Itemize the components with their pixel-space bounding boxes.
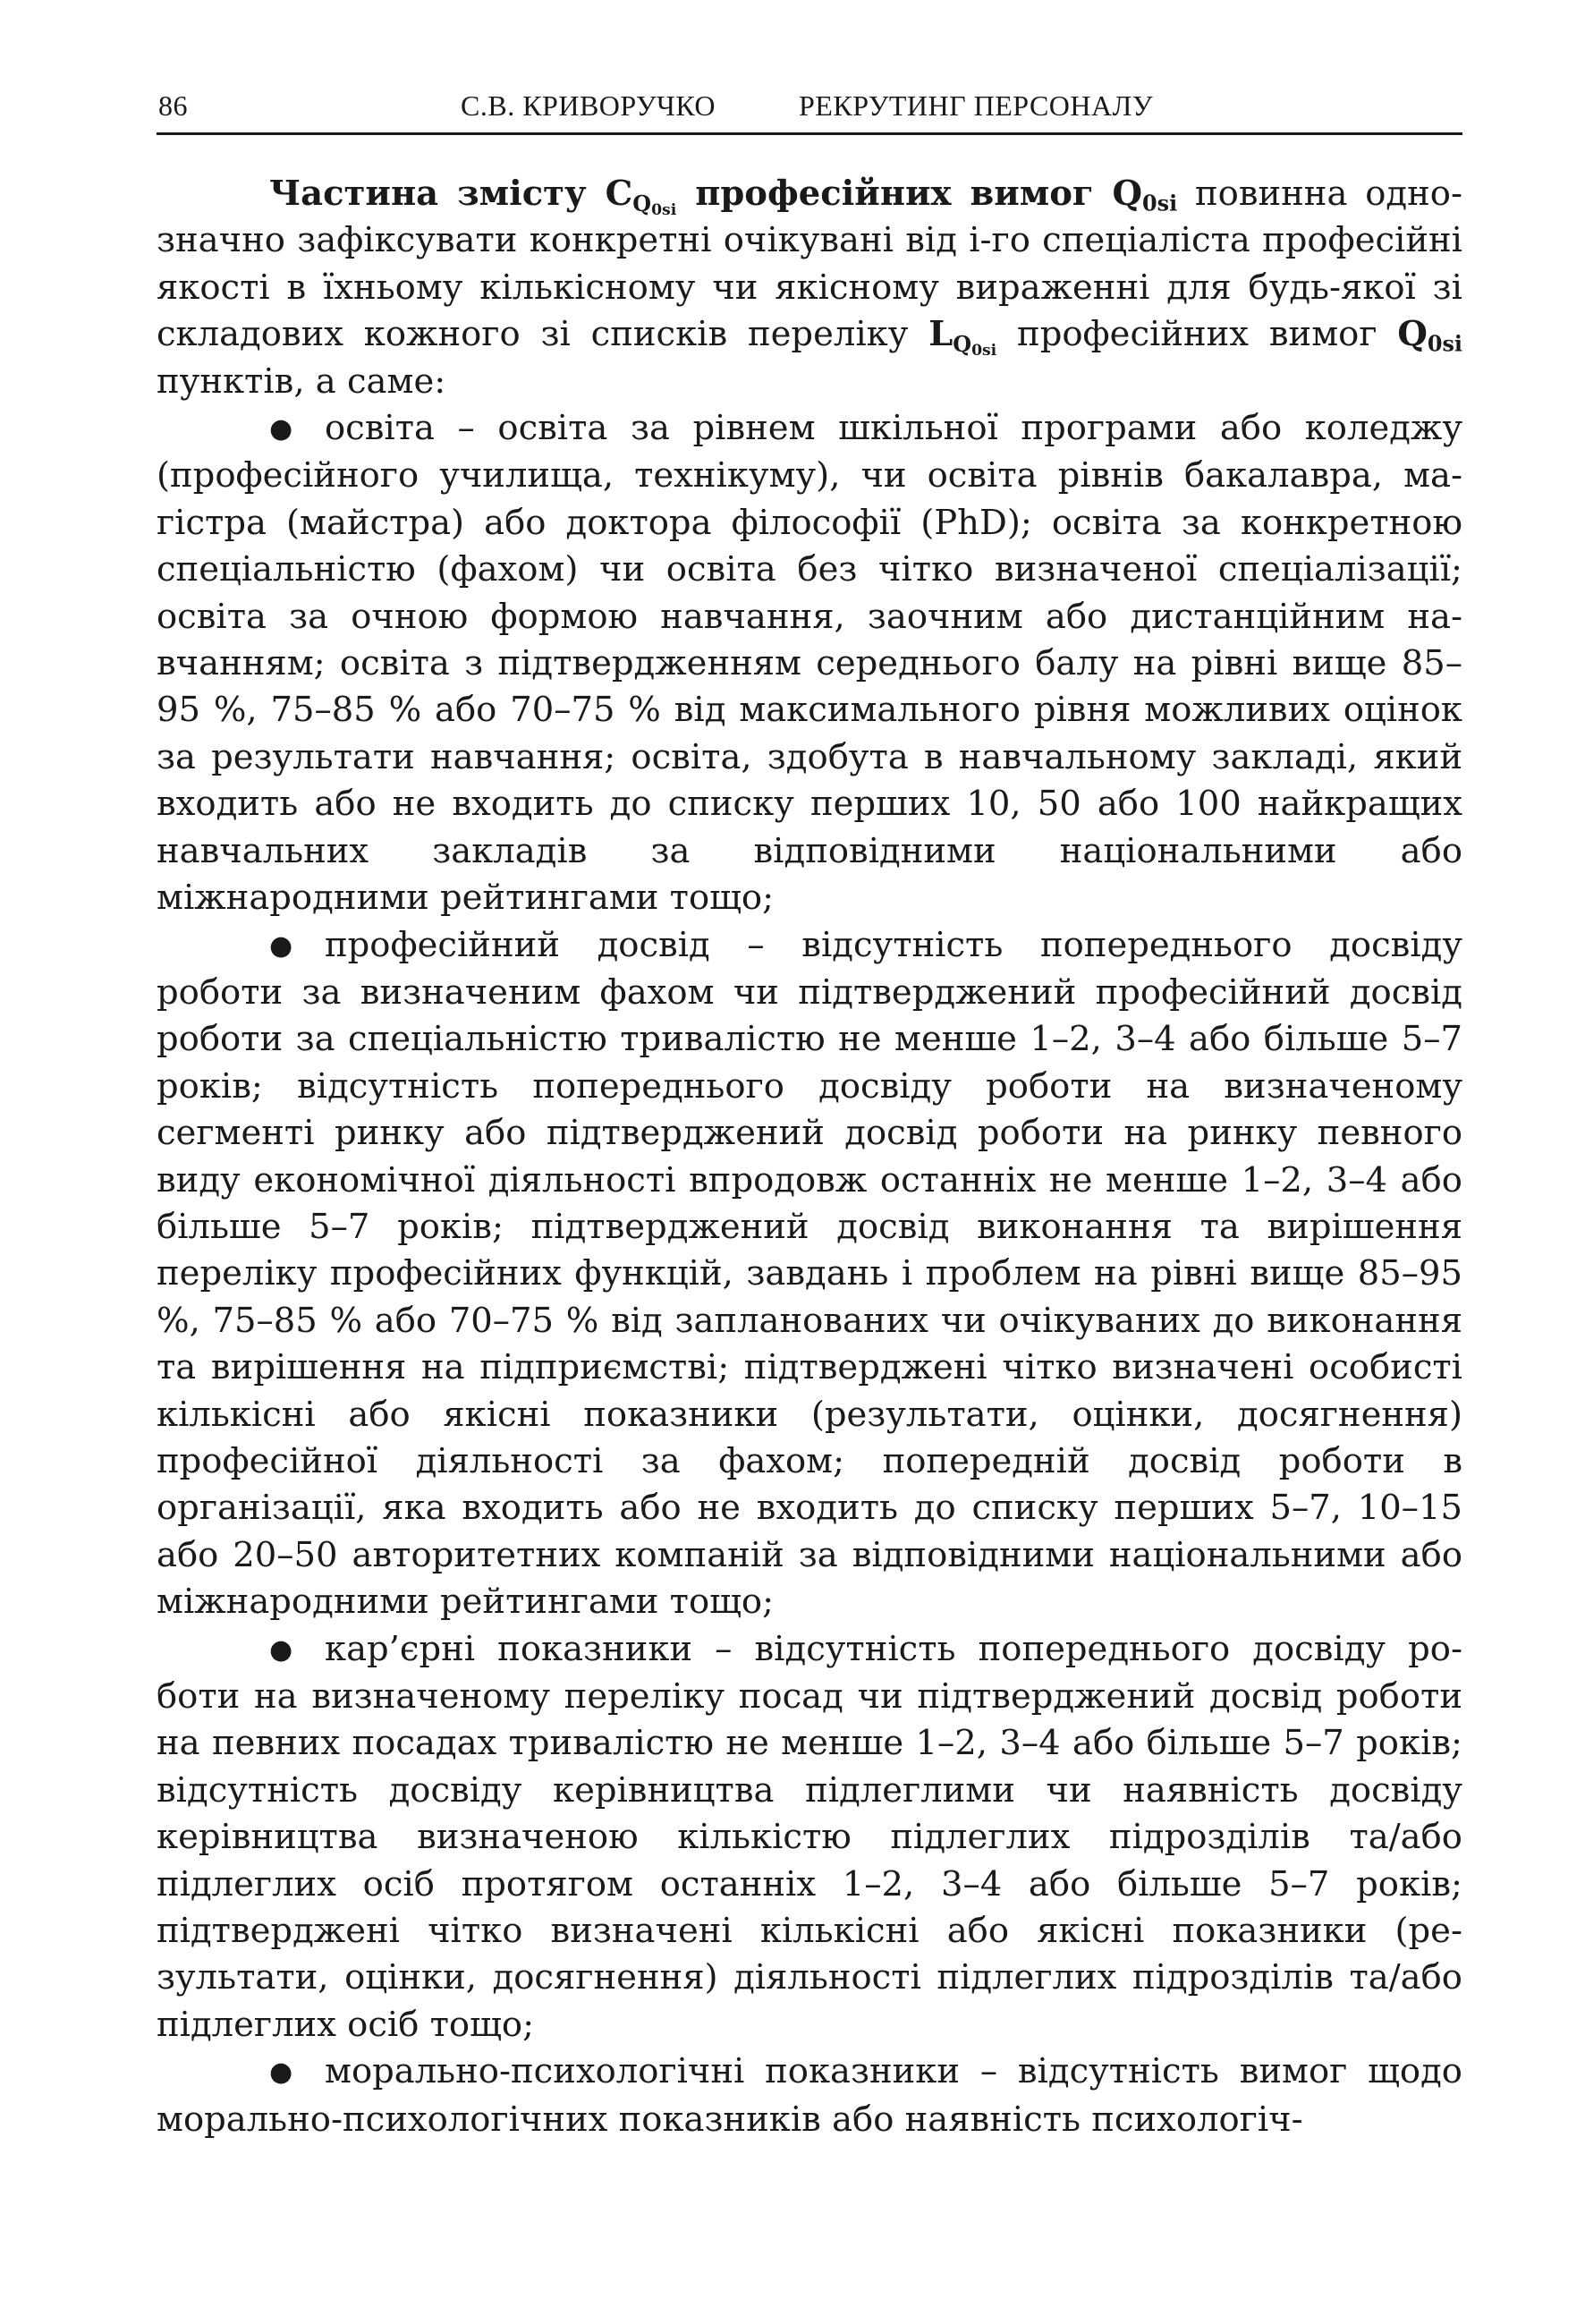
running-header: [157, 81, 1462, 135]
list-symbol: $L_{Q0si}$: [928, 314, 997, 360]
body-text: [157, 171, 1462, 2143]
list-item-moral-psychological: [157, 2048, 1462, 2143]
list-item-education: [157, 405, 1462, 921]
intro-paragraph: [157, 171, 1462, 405]
lead-bold-1: Частина змісту $C_{Q0si}$ професійних вимог $Q_{0si}$: [269, 174, 1178, 219]
header-book-title: РЕКРУТИНГ ПЕРСОНАЛУ: [799, 89, 1153, 122]
document-page: [157, 81, 1462, 2143]
bullet-icon: ●: [269, 1633, 293, 1666]
bullet-icon: ●: [269, 413, 293, 445]
item-text: кар’єрні показники – відсутність попереднього досвіду роботи на визначеному переліку посад чи підтверджений досвід роботи на певних посадах тривалістю не менше 1–2, 3–4 або більше 5–7 років; відсутність досвіду керівництва підлеглими чи наявність досвіду керівництва визначеною кількістю підлеглих підрозділів та/або підлеглих осіб протягом останніх 1–2, 3–4 або більше 5–7 років; підтверджені чітко визначені кількісні або якісні показники (результати, оцінки, досягнення) діяльності підлеглих підрозділів та/або підлеглих осіб тощо;: [157, 1628, 1462, 2045]
intro-text-3: пунктів, а саме:: [157, 360, 446, 402]
item-text: морально-психологічні показники – відсутність вимог щодо морально-психологічних показників або наявність психологіч-: [157, 2051, 1462, 2140]
page-number: 86: [158, 89, 188, 122]
intro-text-2: професійних вимог: [996, 314, 1398, 355]
item-text: освіта – освіта за рівнем шкільної програми або коледжу (професійного училища, технікуму), чи освіта рівнів бакалавра, магістра (майстра) або доктора філософії (PhD); освіта за конкретною спеціальністю (фахом) чи освіта без чітко визначеної спеціалізації; освіта за очною формою навчання, заочним або дистанційним навчанням; освіта з підтвердженням середнього балу на рівні вище 85–95 %, 75–85 % або 70–75 % від максимального рівня можливих оцінок за результати навчання; освіта, здобута в навчальному закладі, який входить або не входить до списку перших 10, 50 або 100 найкращих навчальних закладів за відповідними національними або міжнародними рейтингами тощо;: [157, 408, 1462, 919]
bullet-icon: ●: [269, 2057, 293, 2089]
req-symbol: $Q_{0si}$: [1397, 314, 1462, 357]
header-author: С.В. КРИВОРУЧКО: [461, 89, 716, 122]
bullet-icon: ●: [269, 929, 293, 962]
list-item-career: [157, 1626, 1462, 2049]
intro-text-1: повинна однозначно зафіксувати конкретні очікувані від i-го спеціаліста професійні якості в їхньому кількісному чи якісному вираженні для будь-якої зі складових кожного зі списків переліку: [157, 174, 1462, 355]
item-text: професійний досвід – відсутність попереднього досвіду роботи за визначеним фахом чи підтверджений професійний досвід роботи за спеціальністю тривалістю не менше 1–2, 3–4 або більше 5–7 років; відсутність попереднього досвіду роботи на визначеному сегменті ринку або підтверджений досвід роботи на ринку певного виду економічної діяльності впродовж останніх не менше 1–2, 3–4 або більше 5–7 років; підтверджений досвід виконання та вирішення переліку професійних функцій, завдань і проблем на рівні вище 85–95 %, 75–85 % або 70–75 % від запланованих чи очікуваних до виконання та вирішення на підприємстві; підтверджені чітко визначені особисті кількісні або якісні показники (результати, оцінки, досягнення) професійної діяльності за фахом; попередній досвід роботи в організації, яка входить або не входить до списку перших 5–7, 10–15 або 20–50 авторитетних компаній за відповідними національними або міжнародними рейтингами тощо;: [157, 924, 1462, 1623]
list-item-experience: [157, 922, 1462, 1626]
